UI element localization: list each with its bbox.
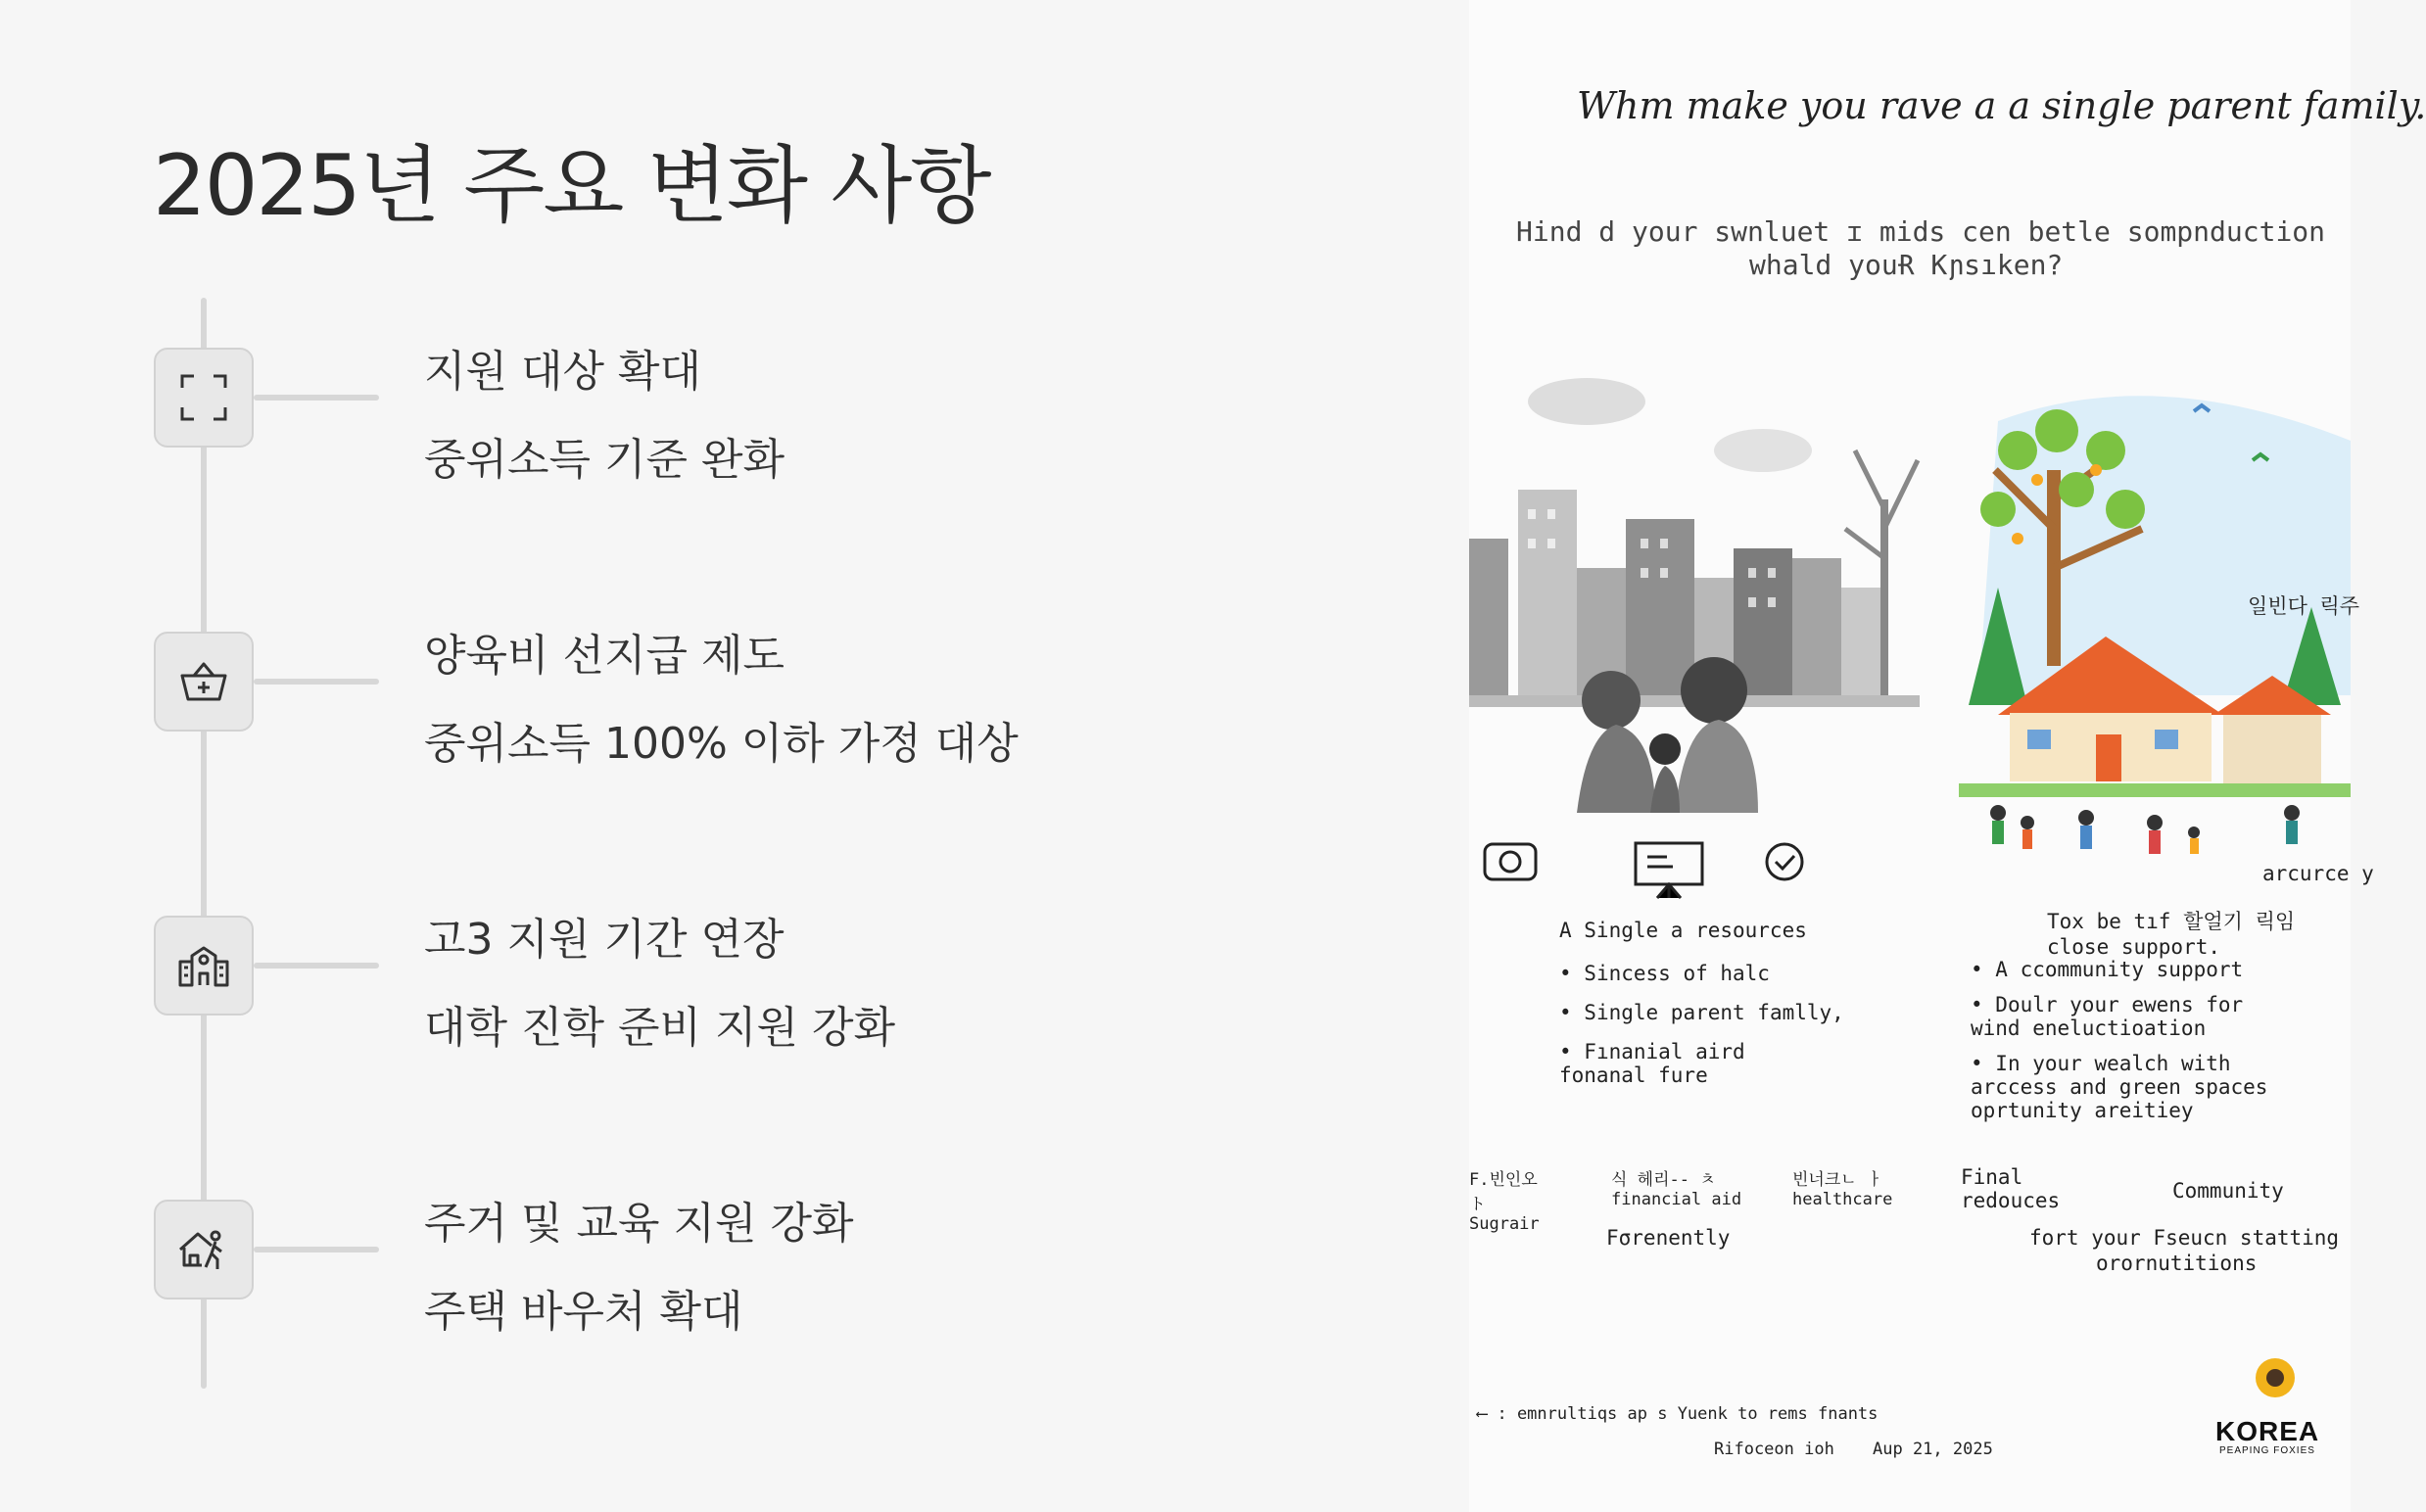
item-title: 고3 지원 기간 연장 bbox=[424, 915, 785, 965]
timeline-connector bbox=[254, 395, 379, 401]
item-title: 주거 및 교육 지원 강화 bbox=[424, 1199, 854, 1249]
poster-image bbox=[1469, 0, 2426, 1512]
school-icon bbox=[154, 916, 254, 1016]
item-desc: 대학 진학 준비 지원 강화 bbox=[424, 1003, 895, 1053]
item-desc: 중위소득 기준 완화 bbox=[424, 435, 785, 485]
community-illustration bbox=[1959, 392, 2351, 881]
sunflower-logo-icon bbox=[2253, 1355, 2298, 1400]
list-item: • Sincess of halc bbox=[1559, 962, 1770, 985]
item-desc: 중위소득 100% 이하 가정 대상 bbox=[424, 719, 1019, 769]
timeline-item bbox=[0, 348, 1469, 543]
poster-subtitle: Hind d your swnluet ɪ mids cen betle sompnduction bbox=[1516, 215, 2326, 248]
list-item: • A ccommunity support bbox=[1971, 958, 2244, 981]
poster-footer: ⟵ : emnrultiqs ap s Yuenk to rems fnants bbox=[1477, 1404, 1879, 1424]
item-title: 양육비 선지급 제도 bbox=[424, 631, 785, 681]
check-icon bbox=[1763, 840, 1806, 883]
poster-subtitle: whald youɌ Kɲsıken? bbox=[1749, 249, 2064, 281]
arcurce-label: arcurce y bbox=[2262, 862, 2374, 885]
list-item: • Doulr your ewens for wind eneluctioation bbox=[1971, 993, 2244, 1040]
item-desc: 주택 바우처 확대 bbox=[424, 1287, 743, 1337]
page-title: 2025년 주요 변화 사항 bbox=[153, 137, 990, 235]
city-illustration bbox=[1469, 362, 1920, 823]
whiteboard-icon bbox=[1632, 837, 1706, 902]
timeline-item bbox=[0, 916, 1469, 1111]
timeline-connector bbox=[254, 1247, 379, 1252]
poster-caption: orornutitions bbox=[2096, 1252, 2258, 1275]
expand-icon bbox=[154, 348, 254, 448]
timeline-item bbox=[0, 1200, 1469, 1395]
camera-icon bbox=[1481, 840, 1540, 883]
korean-label: 일빈다 릭주 bbox=[2248, 594, 2360, 618]
house-person-icon bbox=[154, 1200, 254, 1299]
poster-title: Whm make you rave a a single parent family. bbox=[1577, 84, 2426, 127]
service-label: Community bbox=[2172, 1179, 2284, 1203]
timeline-connector bbox=[254, 963, 379, 969]
service-label: 식 헤리-- ㅊ financial aid bbox=[1611, 1170, 1742, 1209]
forenently-label: Fσrenently bbox=[1606, 1226, 1731, 1250]
poster-date: Aup 21, 2025 bbox=[1873, 1440, 1993, 1459]
resources-heading: A Single a resources bbox=[1559, 919, 1807, 942]
service-label: 빈너크ㄴ ㅏ healthcare bbox=[1792, 1170, 1893, 1209]
item-title: 지원 대상 확대 bbox=[424, 347, 701, 397]
basket-icon bbox=[154, 632, 254, 732]
timeline-connector bbox=[254, 679, 379, 685]
logo-text: KOREA bbox=[2215, 1416, 2320, 1446]
list-item: • Fınanial aird fonanal fure bbox=[1559, 1040, 1745, 1087]
timeline-item bbox=[0, 632, 1469, 827]
logo-subtext: PEAPING FOXIES bbox=[2219, 1445, 2315, 1456]
poster-author: Rifoceon ioh bbox=[1714, 1440, 1834, 1459]
poster-caption: fort your Fseucn statting bbox=[2029, 1226, 2340, 1250]
service-label: F.빈인오 ト Sugrair bbox=[1469, 1170, 1540, 1234]
list-item: • Single parent famlly, bbox=[1559, 1001, 1844, 1024]
service-label: Final redouces bbox=[1961, 1165, 2061, 1212]
list-item: • In your wealch with arccess and green spaces oprtunity areitiey bbox=[1971, 1052, 2268, 1122]
support-heading: Tox be tıf 할얼기 릭임 close support. bbox=[2047, 910, 2296, 959]
